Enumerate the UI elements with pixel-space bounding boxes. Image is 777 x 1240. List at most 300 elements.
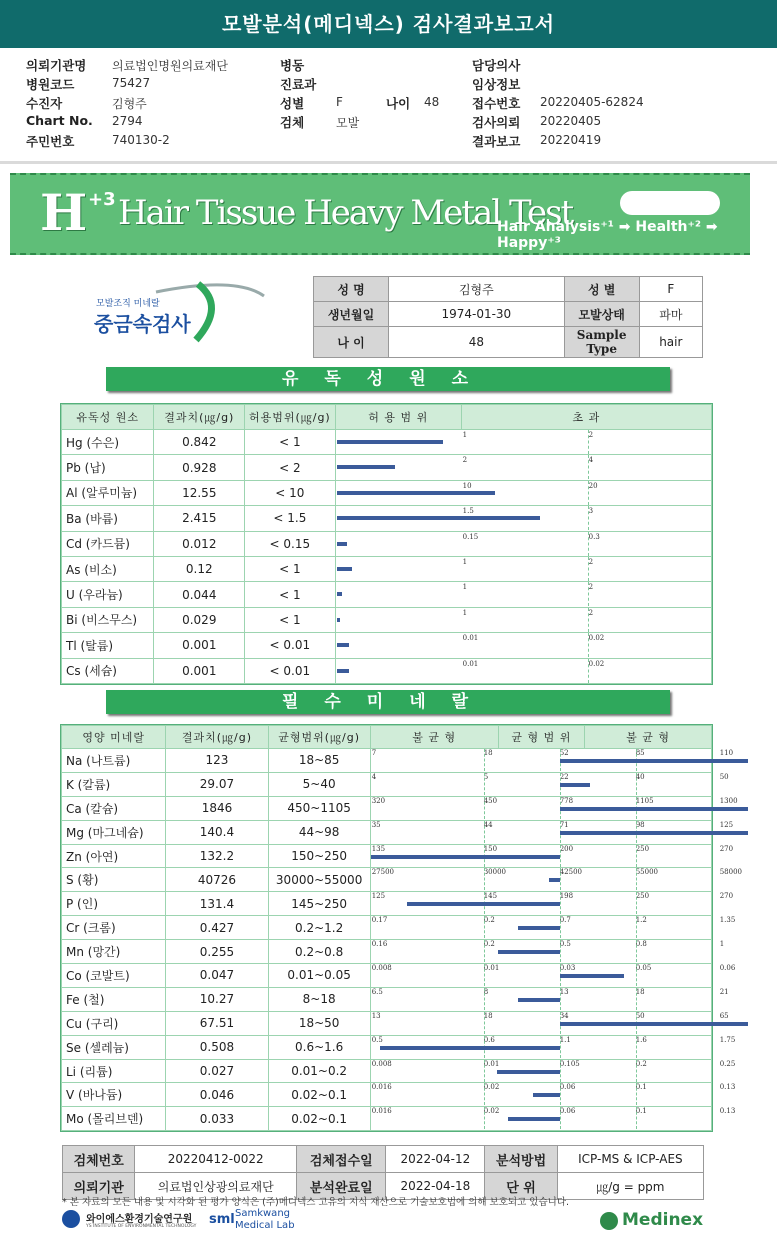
patient-value: hair (639, 327, 702, 358)
mineral-tick: 778 (559, 796, 574, 805)
mineral-tick: 0.8 (635, 940, 647, 949)
toxic-range: < 1 (245, 607, 336, 632)
toxic-value: 2.415 (154, 506, 245, 531)
toxic-tick-2: 2 (588, 557, 594, 566)
toxic-header: 허용범위(㎍/g) (245, 405, 336, 430)
mineral-tick: 0.13 (719, 1107, 736, 1116)
patient-value: 파마 (639, 302, 702, 327)
mineral-header: 영양 미네랄 (62, 726, 166, 749)
mineral-range: 18~85 (268, 749, 370, 773)
gridline (560, 1107, 561, 1129)
patient-value: F (639, 277, 702, 302)
mineral-tick: 125 (719, 820, 734, 829)
meta-value: 의료법인명원의료재단 (112, 59, 228, 73)
banner-pill (620, 191, 720, 215)
toxic-row (62, 633, 712, 658)
mineral-tick: 34 (559, 1011, 569, 1020)
toxic-name: As (비소) (62, 556, 154, 581)
mineral-header: 균 형 범 위 (498, 726, 584, 749)
mineral-tick: 270 (719, 844, 734, 853)
mineral-tick: 42500 (559, 868, 582, 877)
mineral-header: 결과치(㎍/g) (166, 726, 268, 749)
toxic-value: 0.001 (154, 658, 245, 683)
mineral-tick: 0.06 (719, 964, 736, 973)
mineral-tick: 13 (371, 1011, 381, 1020)
mineral-range: 0.2~1.2 (268, 916, 370, 940)
mineral-tick: 98 (635, 820, 645, 829)
toxic-name: U (우라늄) (62, 582, 154, 607)
toxic-row (62, 480, 712, 505)
toxic-name: Cd (카드뮴) (62, 531, 154, 556)
mineral-tick: 250 (635, 892, 650, 901)
toxic-bar (337, 669, 350, 673)
mineral-name: S (황) (62, 868, 166, 892)
mineral-row (62, 892, 712, 916)
ys-logo-subtext: YS INSTITUTE OF ENVIRONMENTAL TECHNOLOGY (86, 1224, 197, 1229)
mineral-tick: 4 (371, 772, 377, 781)
mineral-bar (560, 1022, 748, 1026)
meta-value: 740130-2 (112, 133, 170, 147)
patient-value: 1974-01-30 (389, 302, 565, 327)
gridline (636, 868, 637, 890)
mineral-tick: 8 (483, 987, 489, 996)
mineral-tick: 0.008 (371, 964, 392, 973)
mineral-tick: 1 (719, 940, 725, 949)
sml-logo-icon: sml (209, 1212, 235, 1227)
toxic-bar (337, 465, 395, 469)
sample-info-label: 의뢰기관 (63, 1173, 135, 1200)
report-meta (0, 52, 777, 152)
toxic-name: Pb (납) (62, 455, 154, 480)
gridline (636, 1060, 637, 1082)
meta-value: F (336, 95, 343, 109)
toxic-bar (337, 440, 443, 444)
mineral-tick: 110 (719, 749, 734, 757)
mineral-tick: 0.01 (483, 964, 500, 973)
meta-label: 병원코드 (26, 77, 75, 92)
toxic-row (62, 607, 712, 632)
mineral-bar-cell (370, 916, 736, 940)
mineral-row (62, 749, 712, 773)
mineral-range: 8~18 (268, 987, 370, 1011)
mineral-value: 132.2 (166, 844, 268, 868)
patient-value: 48 (389, 327, 565, 358)
toxic-bar-cell (335, 658, 711, 683)
toxic-value: 0.12 (154, 556, 245, 581)
mineral-bar (518, 998, 559, 1002)
gridline (636, 988, 637, 1010)
gridline (484, 797, 485, 819)
gridline (588, 659, 589, 683)
mineral-tick: 27500 (371, 868, 394, 877)
mineral-tick: 5 (483, 772, 489, 781)
mineral-bar-cell (370, 987, 729, 1011)
toxic-tick-1: 1 (462, 608, 468, 617)
mineral-range: 5~40 (268, 772, 370, 796)
mineral-bar-cell (370, 1083, 736, 1107)
toxic-value: 0.001 (154, 633, 245, 658)
toxic-value: 0.044 (154, 582, 245, 607)
mineral-value: 0.046 (166, 1083, 268, 1107)
mineral-section-title: 필수미네랄 (106, 690, 670, 714)
toxic-range: < 10 (245, 480, 336, 505)
mineral-tick: 50 (635, 1011, 645, 1020)
toxic-name: Tl (탈륨) (62, 633, 154, 658)
gridline (588, 455, 589, 479)
toxic-header: 결과치(㎍/g) (154, 405, 245, 430)
mineral-row (62, 987, 712, 1011)
gridline (560, 1060, 561, 1082)
mineral-tick: 0.7 (559, 916, 571, 925)
patient-row (314, 327, 703, 358)
meta-label: 나이 (386, 96, 411, 111)
toxic-value: 0.928 (154, 455, 245, 480)
mineral-tick: 7 (371, 749, 377, 757)
mineral-name: Zn (아연) (62, 844, 166, 868)
toxic-tick-2: 2 (588, 583, 594, 592)
mineral-range: 18~50 (268, 1011, 370, 1035)
mineral-bar-cell (370, 844, 734, 868)
gridline (560, 892, 561, 914)
mineral-tick: 0.02 (483, 1107, 500, 1116)
mineral-tick: 0.5 (371, 1035, 383, 1044)
patient-table (313, 276, 703, 358)
sample-info-label: 검체접수일 (297, 1146, 386, 1173)
gridline (636, 940, 637, 962)
mineral-bar-cell (370, 820, 734, 844)
mineral-tick: 0.17 (371, 916, 388, 925)
mineral-tick: 30000 (483, 868, 506, 877)
mineral-value: 123 (166, 749, 268, 773)
gridline (484, 988, 485, 1010)
mineral-tick: 40 (635, 772, 645, 781)
mineral-tick: 18 (483, 1011, 493, 1020)
toxic-bar (337, 643, 350, 647)
toxic-tick-2: 3 (588, 507, 594, 516)
mineral-bar (560, 807, 748, 811)
meta-label: 병동 (280, 58, 305, 73)
patient-label: 나 이 (314, 327, 389, 358)
gridline (636, 916, 637, 938)
mineral-bar-cell (370, 964, 736, 988)
mineral-row (62, 1035, 712, 1059)
gridline (636, 1036, 637, 1058)
mineral-tick: 0.06 (559, 1083, 576, 1092)
mineral-tick: 0.016 (371, 1107, 392, 1116)
medinex-logo-text: Medinex (622, 1210, 704, 1230)
sample-info-value: 20220412-0022 (135, 1146, 297, 1173)
meta-label: 담당의사 (472, 58, 521, 73)
meta-value: 75427 (112, 76, 151, 90)
mineral-tick: 0.6 (483, 1035, 495, 1044)
mineral-tick: 21 (719, 987, 729, 996)
mineral-value: 131.4 (166, 892, 268, 916)
banner-h: H (40, 183, 88, 242)
meta-value: 김형주 (112, 97, 147, 111)
report-title: 모발분석(메디넥스) 검사결과보고서 (0, 0, 777, 48)
gridline (636, 773, 637, 795)
mineral-tick: 0.016 (371, 1083, 392, 1092)
logo-big-text: 중금속검사 (94, 312, 191, 336)
mineral-value: 0.508 (166, 1035, 268, 1059)
mineral-row (62, 940, 712, 964)
meta-label: Chart No. (26, 113, 93, 128)
mineral-row (62, 1107, 712, 1131)
toxic-bar-cell (335, 430, 711, 455)
ys-logo-text: 와이에스환경기술연구원 (86, 1214, 193, 1225)
mineral-tick: 320 (371, 796, 386, 805)
meta-value: 48 (424, 95, 440, 109)
mineral-name: Co (코발트) (62, 964, 166, 988)
meta-value: 20220405-62824 (540, 95, 644, 109)
sample-info-value: 2022-04-12 (386, 1146, 485, 1173)
gridline (588, 608, 589, 632)
mineral-bar-cell (370, 1035, 736, 1059)
mineral-tick: 44 (483, 820, 493, 829)
mineral-tick: 0.5 (559, 940, 571, 949)
patient-label: 모발상태 (564, 302, 639, 327)
test-banner (10, 173, 750, 255)
toxic-bar-cell (335, 556, 711, 581)
toxic-value: 0.012 (154, 531, 245, 556)
toxic-range: < 2 (245, 455, 336, 480)
meta-value: 모발 (336, 116, 360, 130)
toxic-tick-2: 2 (588, 608, 594, 617)
gridline (484, 1107, 485, 1129)
mineral-range: 450~1105 (268, 796, 370, 820)
mineral-tick: 1.75 (719, 1035, 736, 1044)
toxic-bar (337, 516, 540, 520)
toxic-bar (337, 618, 341, 622)
mineral-tick: 0.1 (635, 1107, 647, 1116)
toxic-range: < 1 (245, 582, 336, 607)
sample-info-label: 단 위 (485, 1173, 557, 1200)
mineral-tick: 450 (483, 796, 498, 805)
mineral-tick: 0.05 (635, 964, 652, 973)
mineral-tick: 250 (635, 844, 650, 853)
gridline (636, 1083, 637, 1105)
toxic-name: Cs (세슘) (62, 658, 154, 683)
gridline (484, 916, 485, 938)
logo-small-text: 모발조직 미네랄 (96, 299, 160, 309)
gridline (560, 916, 561, 938)
divider (0, 161, 777, 164)
footer-logos (0, 1206, 777, 1240)
mineral-value: 0.427 (166, 916, 268, 940)
gridline (484, 868, 485, 890)
patient-label: 생년월일 (314, 302, 389, 327)
gridline (588, 506, 589, 530)
mineral-tick: 1.35 (719, 916, 736, 925)
mineral-name: K (칼륨) (62, 772, 166, 796)
patient-label: 성 명 (314, 277, 389, 302)
sample-info-table (62, 1145, 704, 1200)
mineral-bar (518, 926, 559, 930)
mineral-value: 40726 (166, 868, 268, 892)
mineral-bar-cell (370, 772, 729, 796)
toxic-tick-2: 0.02 (588, 659, 605, 668)
patient-value: 김형주 (389, 277, 565, 302)
mineral-bar (549, 878, 560, 882)
mineral-range: 30000~55000 (268, 868, 370, 892)
toxic-header: 초 과 (461, 405, 711, 430)
mineral-bar (560, 759, 748, 763)
mineral-name: Mg (마그네슘) (62, 820, 166, 844)
gridline (588, 481, 589, 505)
toxic-row (62, 556, 712, 581)
toxic-bar-cell (335, 633, 711, 658)
mineral-tick: 198 (559, 892, 574, 901)
banner-sup: +3 (88, 189, 116, 210)
mineral-range: 0.02~0.1 (268, 1107, 370, 1131)
mineral-name: Se (셀레늄) (62, 1035, 166, 1059)
toxic-grid (61, 404, 712, 684)
mineral-tick: 1.6 (635, 1035, 647, 1044)
mineral-bar-cell (370, 1011, 729, 1035)
toxic-name: Al (알루미늄) (62, 480, 154, 505)
toxic-row (62, 506, 712, 531)
mineral-row (62, 1059, 712, 1083)
toxic-header: 허 용 범 위 (335, 405, 461, 430)
mineral-name: V (바나듐) (62, 1083, 166, 1107)
mineral-grid (61, 725, 742, 1131)
toxic-tick-1: 0.01 (462, 659, 479, 668)
sample-info-value: 2022-04-18 (386, 1173, 485, 1200)
mineral-tick: 58000 (719, 868, 742, 877)
toxic-header: 유독성 원소 (62, 405, 154, 430)
toxic-range: < 0.15 (245, 531, 336, 556)
mineral-tick: 0.06 (559, 1107, 576, 1116)
toxic-row (62, 582, 712, 607)
toxic-row (62, 430, 712, 455)
meta-value: 20220419 (540, 133, 602, 147)
meta-label: 성별 (280, 96, 305, 111)
meta-label: 진료과 (280, 77, 317, 92)
toxic-bar-cell (335, 607, 711, 632)
mineral-tick: 0.16 (371, 940, 388, 949)
mineral-tick: 85 (635, 749, 645, 757)
toxic-table (60, 403, 713, 685)
mineral-name: Li (리튬) (62, 1059, 166, 1083)
toxic-bar-cell (335, 506, 711, 531)
mineral-header-row (62, 726, 712, 749)
mineral-tick: 0.03 (559, 964, 576, 973)
mineral-header: 불 균 형 (585, 726, 712, 749)
meta-value: 20220405 (540, 114, 602, 128)
toxic-range: < 1.5 (245, 506, 336, 531)
toxic-bar-cell (335, 480, 711, 505)
toxic-bar-cell (335, 531, 711, 556)
gridline (484, 773, 485, 795)
mineral-tick: 1105 (635, 796, 654, 805)
toxic-tick-2: 0.02 (588, 634, 605, 643)
meta-label: 주민번호 (26, 134, 75, 149)
mineral-value: 10.27 (166, 987, 268, 1011)
gridline (588, 557, 589, 581)
mineral-range: 0.6~1.6 (268, 1035, 370, 1059)
mineral-value: 0.047 (166, 964, 268, 988)
mineral-tick: 0.2 (483, 916, 495, 925)
sample-info-label: 검체번호 (63, 1146, 135, 1173)
mineral-name: Fe (철) (62, 987, 166, 1011)
mineral-tick: 0.13 (719, 1083, 736, 1092)
gridline (484, 1083, 485, 1105)
mineral-tick: 55000 (635, 868, 658, 877)
gridline (484, 749, 485, 771)
gridline (484, 940, 485, 962)
mineral-value: 29.07 (166, 772, 268, 796)
gridline (636, 892, 637, 914)
mineral-bar (508, 1117, 559, 1121)
patient-label: 성 별 (564, 277, 639, 302)
mineral-tick: 0.2 (635, 1059, 647, 1068)
banner-title: Hair Tissue Heavy Metal Test (118, 193, 573, 233)
mineral-row (62, 868, 712, 892)
heavy-metal-logo (86, 278, 266, 348)
toxic-name: Ba (바륨) (62, 506, 154, 531)
toxic-tick-1: 10 (462, 481, 472, 490)
meta-label: 결과보고 (472, 134, 521, 149)
toxic-row (62, 658, 712, 683)
toxic-tick-2: 0.3 (588, 532, 600, 541)
gridline (636, 845, 637, 867)
sample-info-label: 분석완료일 (297, 1173, 386, 1200)
mineral-tick: 200 (559, 844, 574, 853)
mineral-tick: 18 (635, 987, 645, 996)
mineral-tick: 1.2 (635, 916, 647, 925)
mineral-tick: 1300 (719, 796, 738, 805)
mineral-name: P (인) (62, 892, 166, 916)
mineral-row (62, 1083, 712, 1107)
mineral-bar-cell (370, 1059, 736, 1083)
mineral-name: Cu (구리) (62, 1011, 166, 1035)
gridline (636, 964, 637, 986)
copyright-note: * 본 자료의 모든 내용 및 시각화 된 평가 양식은 (주)메디넥스 고유의 지식 재산으로 기술보호법에 의해 보호되고 있습니다. (62, 1197, 570, 1208)
sample-info-value: ㎍/g = ppm (557, 1173, 703, 1200)
gridline (560, 1083, 561, 1105)
toxic-tick-1: 1 (462, 431, 468, 439)
toxic-value: 12.55 (154, 480, 245, 505)
meta-label: 검사의뢰 (472, 115, 521, 130)
mineral-tick: 71 (559, 820, 569, 829)
mineral-bar (371, 855, 560, 859)
toxic-tick-1: 1.5 (462, 507, 474, 516)
gridline (588, 582, 589, 606)
mineral-row (62, 820, 712, 844)
toxic-bar (337, 542, 347, 546)
mineral-value: 0.255 (166, 940, 268, 964)
gridline (560, 1036, 561, 1058)
mineral-tick: 6.5 (371, 987, 383, 996)
mineral-bar-cell (370, 1107, 736, 1131)
mineral-tick: 0.1 (635, 1083, 647, 1092)
mineral-bar (533, 1093, 560, 1097)
mineral-value: 1846 (166, 796, 268, 820)
samkwang-logo-subtext: Medical Lab (235, 1220, 295, 1231)
mineral-tick: 150 (483, 844, 498, 853)
sample-info-value: ICP-MS & ICP-AES (557, 1146, 703, 1173)
mineral-bar (407, 902, 560, 906)
mineral-name: Ca (칼슘) (62, 796, 166, 820)
mineral-tick: 0.008 (371, 1059, 392, 1068)
mineral-tick: 13 (559, 987, 569, 996)
mineral-tick: 52 (559, 749, 569, 757)
toxic-tick-1: 0.15 (462, 532, 479, 541)
meta-label: 임상정보 (472, 77, 521, 92)
mineral-row (62, 1011, 712, 1035)
gridline (560, 940, 561, 962)
mineral-bar-cell (370, 940, 725, 964)
